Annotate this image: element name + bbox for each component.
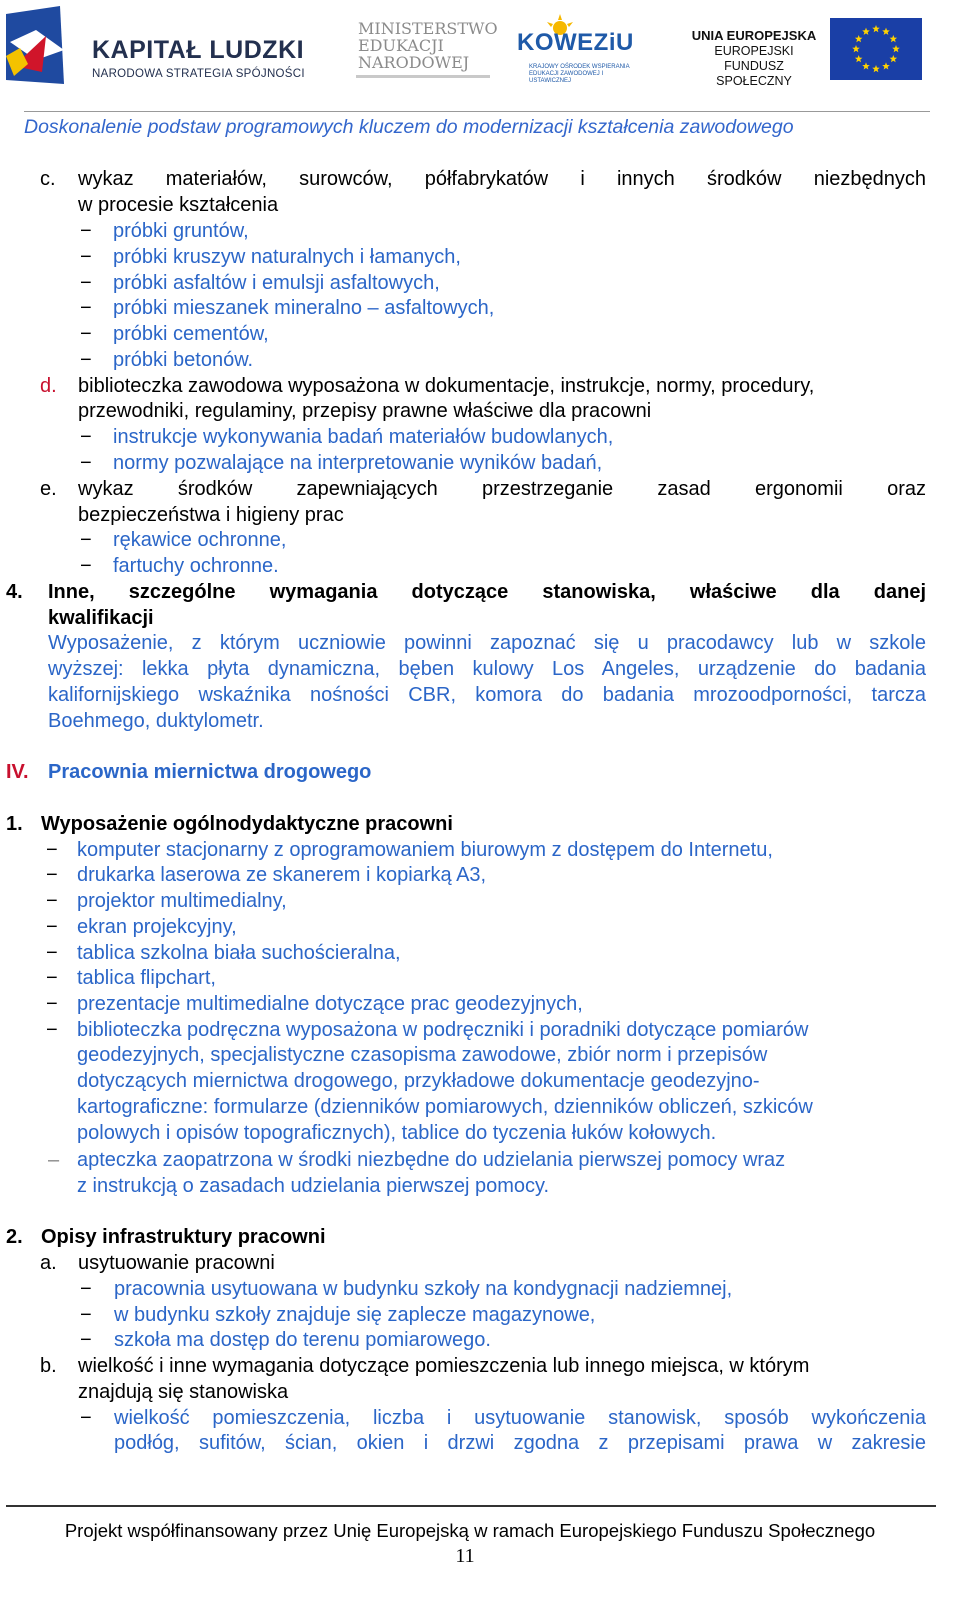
section-4-title-line-1: Inne, szczególne wymagania dotyczące stanowiska, właściwe dla danej bbox=[48, 581, 926, 603]
ministry-line-2: EDUKACJI bbox=[358, 36, 444, 55]
section-4-paragraph-line: Wyposażenie, z którym uczniowie powinni zapoznać się u pracodawcy lub w szkole bbox=[48, 632, 926, 654]
dash: − bbox=[80, 297, 92, 319]
dash: − bbox=[80, 220, 92, 242]
e-heading-line-1: wykaz środków zapewniających przestrzeganie zasad ergonomii oraz bbox=[78, 478, 926, 500]
kowezu-subtitle bbox=[529, 64, 639, 85]
section-4-paragraph-line: kalifornijskiego wskaźnika nośności CBR, komora do badania mrozoodporności, tarcza bbox=[48, 684, 926, 706]
dash: − bbox=[80, 1407, 92, 1429]
s1-library-line: kartograficzne: formularze (dzienników pomiarowych, dzienników obliczeń, szkiców bbox=[77, 1096, 813, 1118]
ministry-logo bbox=[358, 20, 498, 80]
dash: − bbox=[80, 246, 92, 268]
eu-line-1: UNIA EUROPEJSKA bbox=[691, 28, 817, 43]
s1-item: prezentacje multimedialne dotyczące prac geodezyjnych, bbox=[77, 993, 583, 1015]
dash: − bbox=[80, 1304, 92, 1326]
s1-item: ekran projekcyjny, bbox=[77, 916, 237, 938]
dash: − bbox=[80, 426, 92, 448]
kowezu-logo bbox=[515, 14, 635, 84]
header-divider bbox=[24, 111, 930, 112]
b-item-line: wielkość pomieszczenia, liczba i usytuowanie stanowisk, sposób wykończenia bbox=[114, 1407, 926, 1429]
list-marker-e: e. bbox=[40, 478, 57, 500]
e-item: rękawice ochronne, bbox=[113, 529, 287, 551]
ministry-underline bbox=[356, 75, 490, 78]
dash: − bbox=[46, 942, 58, 964]
d-item: instrukcje wykonywania badań materiałów budowlanych, bbox=[113, 426, 614, 448]
e-heading-line-2: bezpieczeństwa i higieny prac bbox=[78, 504, 344, 526]
eu-line-3: FUNDUSZ SPOŁECZNY bbox=[716, 59, 792, 88]
s1-library-line: dotyczących miernictwa drogowego, przykładowe dokumentacje geodezyjno- bbox=[77, 1070, 760, 1092]
s1-library-line: geodezyjnych, specjalistyczne czasopisma zawodowe, zbiór norm i przepisów bbox=[77, 1044, 768, 1066]
s1-item: tablica flipchart, bbox=[77, 967, 216, 989]
c-item: próbki betonów. bbox=[113, 349, 254, 371]
dash: − bbox=[46, 916, 58, 938]
b-heading-line-2: znajdują się stanowiska bbox=[78, 1381, 289, 1403]
eu-logo bbox=[688, 18, 933, 88]
a-item: szkoła ma dostęp do terenu pomiarowego. bbox=[114, 1329, 491, 1351]
dash: − bbox=[80, 272, 92, 294]
list-marker-c: c. bbox=[40, 168, 56, 190]
footer-text: Projekt współfinansowany przez Unię Europejską w ramach Europejskiego Funduszu Społecznego bbox=[64, 1520, 876, 1541]
dash: − bbox=[80, 349, 92, 371]
dash: – bbox=[48, 1149, 60, 1171]
c-item: próbki asfaltów i emulsji asfaltowych, bbox=[113, 272, 440, 294]
s1-first-aid-line: apteczka zaopatrzona w środki niezbędne do udzielania pierwszej pomocy wraz bbox=[77, 1149, 786, 1171]
kapital-ludzki-logo bbox=[6, 6, 306, 86]
dash: − bbox=[80, 1278, 92, 1300]
list-marker-b: b. bbox=[40, 1355, 57, 1377]
dash: − bbox=[80, 1329, 92, 1351]
s1-item: drukarka laserowa ze skanerem i kopiarką A3, bbox=[77, 864, 487, 886]
c-item: próbki kruszyw naturalnych i łamanych, bbox=[113, 246, 461, 268]
eu-line-2: EUROPEJSKI bbox=[714, 44, 794, 58]
dash: − bbox=[80, 529, 92, 551]
e-item: fartuchy ochronne. bbox=[113, 555, 279, 577]
b-heading-line-1: wielkość i inne wymagania dotyczące pomieszczenia lub innego miejsca, w którym bbox=[78, 1355, 810, 1377]
list-marker-d: d. bbox=[40, 375, 57, 397]
a-item: w budynku szkoły znajduje się zaplecze magazynowe, bbox=[114, 1304, 596, 1326]
list-marker-a: a. bbox=[40, 1252, 57, 1274]
d-heading-line-2: przewodniki, regulaminy, przepisy prawne właściwe dla pracowni bbox=[78, 400, 652, 422]
c-item: próbki mieszanek mineralno – asfaltowych, bbox=[113, 297, 495, 319]
footer-divider bbox=[6, 1505, 936, 1507]
section-number-1: 1. bbox=[6, 813, 23, 835]
section-number-2: 2. bbox=[6, 1226, 23, 1248]
dash: − bbox=[46, 1019, 58, 1041]
dash: − bbox=[80, 323, 92, 345]
c-item: próbki gruntów, bbox=[113, 220, 249, 242]
s1-library-line: biblioteczka podręczna wyposażona w podręczniki i poradniki dotyczące pomiarów bbox=[77, 1019, 809, 1041]
page-number: 11 bbox=[455, 1545, 475, 1567]
a-item: pracownia usytuowana w budynku szkoły na kondygnacji nadziemnej, bbox=[114, 1278, 733, 1300]
kowezu-subtitle-line-1: KRAJOWY OŚRODEK WSPIERANIA bbox=[529, 64, 630, 70]
s1-first-aid-line: z instrukcją o zasadach udzielania pierwszej pomocy. bbox=[77, 1175, 550, 1197]
section-number-4: 4. bbox=[6, 581, 23, 603]
eu-text bbox=[688, 28, 820, 89]
kowezu-subtitle-line-2: EDUKACJI ZAWODOWEJ I USTAWICZNEJ bbox=[529, 71, 604, 84]
d-item: normy pozwalające na interpretowanie wyników badań, bbox=[113, 452, 603, 474]
c-item: próbki cementów, bbox=[113, 323, 269, 345]
dash: − bbox=[46, 993, 58, 1015]
dash: − bbox=[80, 452, 92, 474]
dash: − bbox=[46, 967, 58, 989]
dash: − bbox=[80, 555, 92, 577]
b-item-line: podłóg, sufitów, ścian, okien i drzwi zgodna z przepisami prawa w zakresie bbox=[114, 1432, 926, 1454]
kowezu-title: KOWEZiU bbox=[517, 29, 634, 56]
a-heading: usytuowanie pracowni bbox=[78, 1252, 275, 1274]
project-title: Doskonalenie podstaw programowych kluczem do modernizacji kształcenia zawodowego bbox=[24, 116, 794, 138]
dash: − bbox=[46, 890, 58, 912]
c-heading-line-1: wykaz materiałów, surowców, półfabrykatów i innych środków niezbędnych bbox=[78, 168, 926, 190]
s1-item: tablica szkolna biała suchościeralna, bbox=[77, 942, 401, 964]
chapter-number-iv: IV. bbox=[6, 761, 29, 783]
ministry-line-1: MINISTERSTWO bbox=[358, 19, 498, 38]
s1-item: projektor multimedialny, bbox=[77, 890, 287, 912]
d-heading-line-1: biblioteczka zawodowa wyposażona w dokumentacje, instrukcje, normy, procedury, bbox=[78, 375, 815, 397]
s1-item: komputer stacjonarny z oprogramowaniem biurowym z dostępem do Internetu, bbox=[77, 839, 773, 861]
section-2-title: Opisy infrastruktury pracowni bbox=[41, 1226, 326, 1248]
header-logos bbox=[0, 0, 960, 110]
eu-flag-icon bbox=[830, 18, 922, 80]
chapter-iv-title: Pracownia miernictwa drogowego bbox=[48, 761, 372, 783]
kapital-ludzki-star-icon bbox=[6, 6, 68, 86]
section-4-title-line-2: kwalifikacji bbox=[48, 607, 154, 629]
s1-library-line: polowych i opisów topograficznych), tablice do tyczenia łuków kołowych. bbox=[77, 1122, 717, 1144]
c-heading-line-2: w procesie kształcenia bbox=[78, 194, 279, 216]
section-1-title: Wyposażenie ogólnodydaktyczne pracowni bbox=[41, 813, 453, 835]
section-4-paragraph-line: wyższej: lekka płyta dynamiczna, bęben kulowy Los Angeles, urządzenie do badania bbox=[48, 658, 926, 680]
ministry-line-3: NARODOWEJ bbox=[358, 53, 470, 72]
section-4-paragraph-line: Boehmego, duktylometr. bbox=[48, 710, 264, 732]
dash: − bbox=[46, 864, 58, 886]
kapital-ludzki-title: KAPITAŁ LUDZKI bbox=[92, 36, 305, 64]
kapital-ludzki-subtitle: NARODOWA STRATEGIA SPÓJNOŚCI bbox=[92, 68, 305, 80]
dash: − bbox=[46, 839, 58, 861]
